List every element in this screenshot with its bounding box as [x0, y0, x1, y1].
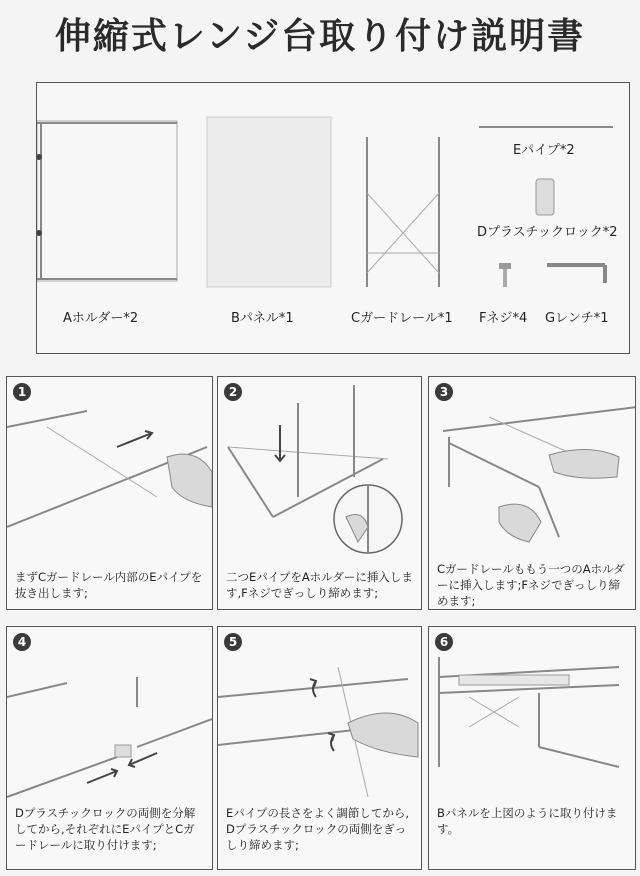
- parts-panel: [36, 82, 630, 354]
- step-6-number: 6: [435, 633, 453, 651]
- step-1-illustration: [7, 377, 213, 557]
- step-1-number: 1: [13, 383, 31, 401]
- step-4: [6, 626, 213, 870]
- step-2-number: 2: [224, 383, 242, 401]
- step-5-illustration: [218, 627, 422, 807]
- step-4-text: Dプラスチックロックの両側を分解してから,それぞれにEパイプとCガードレールに取り付けます;: [15, 806, 196, 852]
- step-2-text: 二つEパイプをAホルダーに挿入しま す,Fネジでぎっしり締めます;: [226, 570, 413, 600]
- screw-image: [499, 263, 511, 287]
- step-1: [6, 376, 213, 610]
- wrench-image: [547, 265, 605, 283]
- step-3-text: Cガードレールももう一つのAホルダーに挿入します;Fネジでぎっしり締めます;: [437, 562, 625, 608]
- step-5: [217, 626, 422, 870]
- part-label-c: Cガードレール*1: [351, 311, 453, 326]
- lock-image: [536, 179, 554, 215]
- step-1-text: まずCガードレール内部のEパイプを抜き出します;: [15, 570, 203, 600]
- page-title: 伸縮式レンジ台取り付け説明書: [54, 16, 586, 57]
- step-3-illustration: [429, 377, 636, 557]
- step-6-illustration: [429, 627, 636, 807]
- guard-rail-image: [367, 137, 439, 287]
- step-6: [428, 626, 636, 870]
- holder-image: [37, 121, 177, 281]
- part-label-d: Dプラスチックロック*2: [477, 225, 618, 240]
- part-label-e: Eパイプ*2: [513, 143, 575, 158]
- part-label-b: Bパネル*1: [231, 311, 294, 326]
- step-5-number: 5: [224, 633, 242, 651]
- part-label-g: Gレンチ*1: [545, 311, 609, 326]
- step-4-number: 4: [13, 633, 31, 651]
- step-2: [217, 376, 422, 610]
- step-4-illustration: [7, 627, 213, 807]
- step-5-text: Eパイプの長さをよく調節してから, Dプラスチックロックの両側をぎっしり締めます;: [226, 806, 410, 852]
- step-3-number: 3: [435, 383, 453, 401]
- step-2-illustration: [218, 377, 422, 557]
- panel-image: [207, 117, 331, 287]
- step-6-text: Bパネルを上図のように取り付けます。: [437, 806, 618, 836]
- part-label-f: Fネジ*4: [479, 311, 528, 326]
- step-3: [428, 376, 636, 610]
- part-label-a: Aホルダー*2: [63, 311, 139, 326]
